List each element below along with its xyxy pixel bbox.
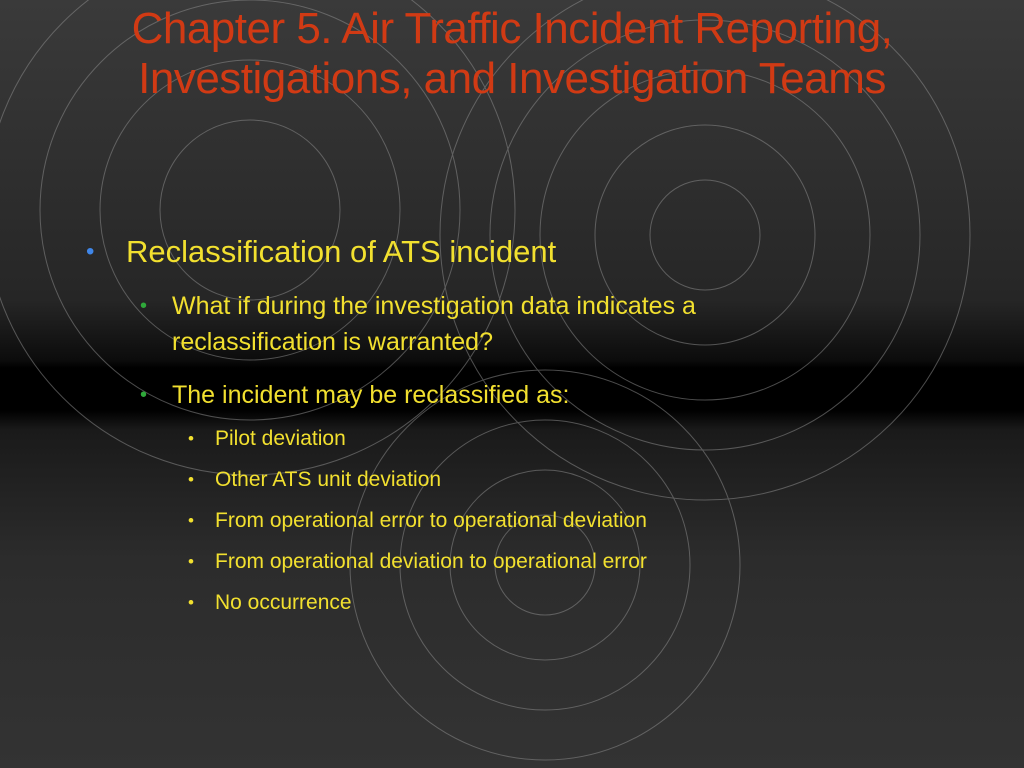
bullet-icon: • bbox=[188, 552, 194, 571]
bullet-text: What if during the investigation data indicates a reclassification is warranted? bbox=[172, 292, 696, 356]
bullet-item-level3 bbox=[188, 506, 647, 536]
bullet-item-level3 bbox=[188, 465, 442, 495]
bullet-text: Other ATS unit deviation bbox=[215, 468, 442, 491]
bullet-icon: • bbox=[188, 470, 194, 489]
bullet-text: From operational error to operational deviation bbox=[215, 509, 647, 532]
bullet-item-level3 bbox=[188, 424, 346, 454]
bullet-item-level3 bbox=[188, 547, 647, 577]
bullet-icon: • bbox=[188, 429, 194, 448]
bullet-item-level2 bbox=[140, 377, 812, 413]
bullet-icon: • bbox=[188, 511, 194, 530]
bullet-item-level3 bbox=[188, 588, 352, 618]
bullet-item-level1 bbox=[86, 232, 557, 272]
bullet-icon: • bbox=[140, 384, 148, 406]
bullet-text: Pilot deviation bbox=[215, 427, 346, 450]
bullet-text: The incident may be reclassified as: bbox=[172, 381, 570, 409]
bullet-text: Reclassification of ATS incident bbox=[126, 234, 557, 269]
bullet-icon: • bbox=[140, 295, 148, 317]
bullet-icon: • bbox=[188, 593, 194, 612]
title-line-1: Chapter 5. Air Traffic Incident Reporting, bbox=[131, 4, 893, 53]
bullet-text: From operational deviation to operational error bbox=[215, 550, 647, 573]
title-line-2: Investigations, and Investigation Teams bbox=[138, 54, 886, 103]
bullet-icon: • bbox=[86, 238, 95, 265]
bullet-item-level2 bbox=[140, 288, 812, 360]
bullet-text: No occurrence bbox=[215, 591, 352, 614]
